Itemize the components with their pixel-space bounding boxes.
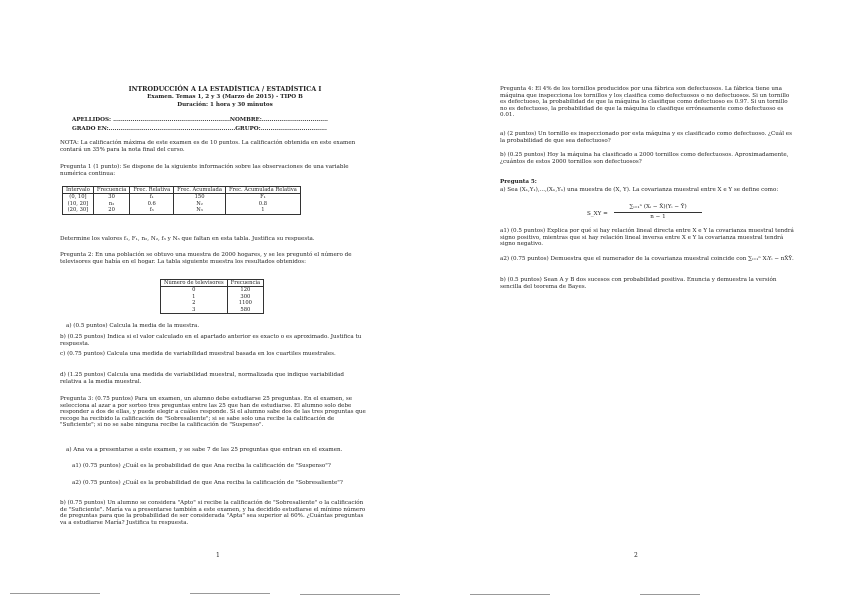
- table-cell: F₁: [225, 194, 300, 201]
- table-cell: N₂: [174, 201, 226, 207]
- exam-title: INTRODUCCIÓN A LA ESTADÍSTICA / ESTADÍSTICA I: [128, 85, 322, 93]
- table-header-row: [63, 187, 301, 194]
- page-number: 2: [634, 552, 638, 559]
- table-cell: 3: [161, 307, 228, 314]
- question-2-part-a: a) (0.5 puntos) Calcula la media de la muestra.: [66, 323, 200, 329]
- table-cell: 2: [161, 300, 228, 306]
- table-cell: 1: [225, 207, 300, 214]
- question-1-text: Pregunta 1 (1 punto): Se dispone de la siguiente información sobre las observaciones de una variable numérica continua:: [60, 164, 349, 177]
- table-cell: 0.8: [225, 201, 300, 207]
- table-cell: 580: [227, 307, 263, 314]
- scan-edge-line: [190, 593, 270, 594]
- table-cell: 1100: [227, 300, 263, 306]
- exam-page-2: [424, 0, 848, 599]
- question-3-part-b: b) (0.75 puntos) Un alumno se considera "Apto" si recibe la calificación de "Sobresaliente" o la calificación de "Suficiente". María va a presentarse también a este examen, y ha decidido estudiarse el mínimo número de preguntas para que la probabilidad de ser considerada "Apta" sea superior al 60%. ¿Cuántas preguntas va a estudiarse María? Justifica tu respuesta.: [60, 500, 366, 526]
- formula-denominator: n − 1: [650, 214, 666, 220]
- question-4-part-a: a) (2 puntos) Un tornillo es inspeccionado por esta máquina y es clasificado como defectuoso. ¿Cuál es la probabilidad de que sea defectuoso?: [500, 131, 792, 144]
- table-header-row: [161, 280, 264, 287]
- question-4-text: Pregunta 4: El 4% de los tornillos producidos por una fábrica son defectuosos. La fábrica tiene una máquina que inspecciona los tornillos y los clasifica como defectuosos o no defectuosos. Si un tornillo es defectuoso, la probabilidad de que la máquina lo clasifique como defectuoso es 0.97. Si un tornillo no es defectuoso, la probabilidad de que la máquina lo clasifique erróneamente como defectuoso es 0.01.: [500, 86, 790, 119]
- fraction-bar: [614, 212, 702, 213]
- field-apellidos-nombre: APELLIDOS: ............................................................NOMBRE:..................................: [72, 117, 329, 123]
- table-cell: n₂: [93, 201, 129, 207]
- question-4-part-b: b) (0.25 puntos) Hoy la máquina ha clasificado a 2000 tornillos como defectuosos. Aproximadamente, ¿cuántos de estos 2000 tornillos son defectuosos?: [500, 152, 789, 165]
- page-number: 1: [216, 552, 220, 559]
- table-header-cell: Frecuencia: [93, 187, 129, 194]
- table-cell: (20, 30]: [63, 207, 94, 214]
- question-3-part-a1: a1) (0.75 puntos) ¿Cuál es la probabilidad de que Ana reciba la calificación de "Suspenso"?: [72, 463, 331, 469]
- question-5-title: Pregunta 5:: [500, 179, 537, 185]
- formula-lhs: S_XY =: [587, 211, 608, 217]
- table-header-cell: Número de televisores: [161, 280, 228, 287]
- table-header-cell: Frec. Acumulada: [174, 187, 226, 194]
- table-row: [161, 287, 264, 294]
- question-3-text: Pregunta 3: (0.75 puntos) Para un examen, un alumno debe estudiarse 25 preguntas. En el examen, se selecciona al azar a por sorteo tres preguntas entre las 25 que han de estudiarse. El alumno solo debe responder a dos de ellas, y puede elegir a cuáles responde. Si el alumno sabe dos de las tres preguntas que recoge ha recibido la calificación de "Sobresaliente"; si se sabe solo una recibe la calificación de "Suficiente"; si no se sabe ninguna recibe la calificación de "Suspenso".: [60, 396, 366, 429]
- table-cell: 150: [174, 194, 226, 201]
- question-3-part-a: a) Ana va a presentarse a este examen, y se sabe 7 de las 25 preguntas que entran en el examen.: [66, 447, 343, 453]
- table-row: [161, 307, 264, 314]
- table-cell: 0.6: [130, 201, 174, 207]
- formula-numerator: ∑ᵢ₌₁ⁿ (Xᵢ − X̄)(Yᵢ − Ȳ): [629, 204, 687, 210]
- scan-edge-line: [470, 594, 550, 595]
- table-cell: 1: [161, 294, 228, 300]
- table-cell: f₃: [130, 207, 174, 214]
- question-2-table: [160, 279, 264, 314]
- table-cell: 120: [227, 287, 263, 294]
- table-cell: 0: [161, 287, 228, 294]
- question-1-table: [62, 186, 301, 215]
- table-cell: 30: [93, 194, 129, 201]
- exam-note: NOTA: La calificación máxima de este examen es de 10 puntos. La calificación obtenida en este examen contará un 35% para la nota final del curso.: [60, 140, 356, 153]
- table-cell: 300: [227, 294, 263, 300]
- scan-edge-line: [640, 594, 700, 595]
- question-2-text: Pregunta 2: En una población se obtuvo una muestra de 2000 hogares, y se les preguntó el número de televisores que había en el hogar. La tabla siguiente muestra los resultados obtenidos:: [60, 252, 352, 265]
- table-cell: (10, 20]: [63, 201, 94, 207]
- question-1-footer: Determine los valores f₁, F₁, n₂, N₂, f₃ y N₃ que faltan en esta tabla. Justifica su respuesta.: [60, 236, 315, 242]
- table-header-cell: Frecuencia: [227, 280, 263, 287]
- question-5-part-b: b) (0.5 puntos) Sean A y B dos sucesos con probabilidad positiva. Enuncia y demuestra la versión sencilla del teorema de Bayes.: [500, 277, 777, 290]
- scan-edge-line: [10, 593, 100, 594]
- question-2-part-c: c) (0.75 puntos) Calcula una medida de variabilidad muestral basada en los cuartiles muestrales.: [60, 351, 336, 357]
- table-cell: 20: [93, 207, 129, 214]
- question-2-part-b: b) (0.25 puntos) Indica si el valor calculado en el apartado anterior es exacto o es aproximado. Justifica tu respuesta.: [60, 334, 362, 347]
- scan-edge-line: [300, 594, 400, 595]
- question-5-part-a1: a1) (0.5 puntos) Explica por qué si hay relación lineal directa entre X e Y la covarianza muestral tendrá signo positivo, mientras que si hay relación lineal inversa entre X e Y la covarianza muestral tendrá signo negativo.: [500, 228, 794, 248]
- table-row: [63, 194, 301, 201]
- exam-subtitle: Examen. Temas 1, 2 y 3 (Marzo de 2015) - TIPO B: [147, 94, 303, 100]
- table-cell: (0, 10]: [63, 194, 94, 201]
- table-header-cell: Intervalo: [63, 187, 94, 194]
- table-header-cell: Frec. Acumulada Relativa: [225, 187, 300, 194]
- field-grado-grupo: GRADO EN:.................................................................GRUPO:..................................: [72, 126, 327, 132]
- question-3-part-a2: a2) (0.75 puntos) ¿Cuál es la probabilidad de que Ana reciba la calificación de "Sobresaliente"?: [72, 480, 343, 486]
- table-row: [63, 207, 301, 214]
- table-cell: N₃: [174, 207, 226, 214]
- exam-duration: Duración: 1 hora y 30 minutos: [177, 102, 273, 108]
- table-header-cell: Frec. Relativa: [130, 187, 174, 194]
- question-2-part-d: d) (1.25 puntos) Calcula una medida de variabilidad muestral, normalizada que indique variabilidad relativa a la media muestral.: [60, 372, 344, 385]
- question-5-part-a2: a2) (0.75 puntos) Demuestra que el numerador de la covarianza muestral coincide con ∑ᵢ₌₁ⁿ XᵢYᵢ − nX̄Ȳ.: [500, 256, 794, 262]
- question-5-part-a-intro: a) Sea (X₁,Y₁),...,(Xₙ,Yₙ) una muestra de (X, Y). La covarianza muestral entre X e Y se define como:: [500, 187, 779, 193]
- table-cell: f₁: [130, 194, 174, 201]
